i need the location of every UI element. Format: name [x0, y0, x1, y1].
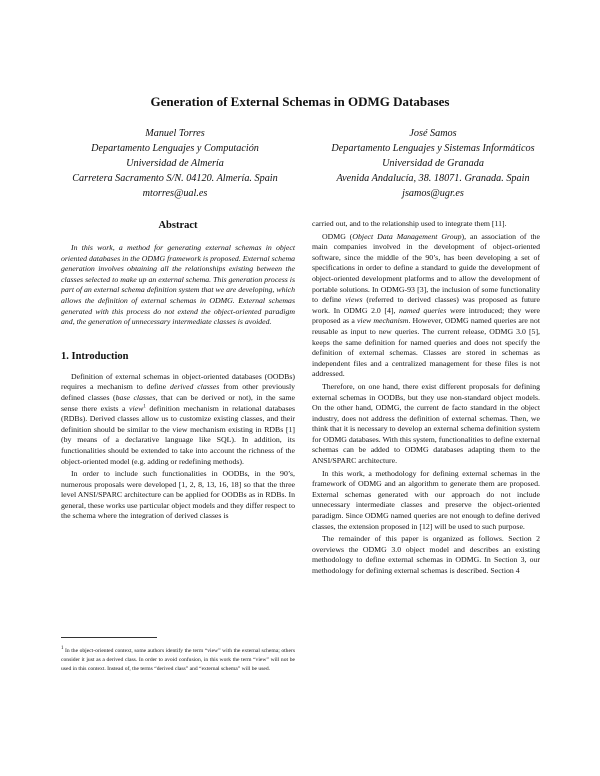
author-address: Carretera Sacramento S/N. 04120. Almería. Spain: [72, 173, 278, 184]
author-block-1: [50, 126, 300, 201]
author-department: Departamento Lenguajes y Computación: [91, 143, 259, 154]
footnote-ref: 1: [143, 403, 146, 409]
intro-paragraph-2-cont: carried out, and to the relationship used to integrate them [11].: [312, 219, 507, 228]
abstract-heading: Abstract: [158, 220, 198, 231]
paper-title: Generation of External Schemas in ODMG Databases: [150, 94, 450, 109]
author-name: José Samos: [409, 128, 457, 139]
author-university: Universidad de Granada: [382, 158, 484, 169]
introduction-heading: 1. Introduction: [61, 350, 129, 362]
intro-paragraph-5: In this work, a methodology for defining external schemas in the framework of ODMG and an algorithm to generate them are proposed. External schemas generated with our approach do not include unnecessary intermediate classes and preserve the object-oriented paradigm. Since ODMG named queries are not enough to define derived classes, the extension proposed in [12] will be used to such purpose.: [312, 468, 540, 531]
intro-paragraph-3: ODMG (Object Data Management Group), an association of the main companies involved in the development of object-oriented software, since the middle of the 90’s, has been developing a set of specifications in order to define a standard to guide the development of object-oriented development platforms and to allow the development of portable solutions. In ODMG-93 [3], the inclusion of some functionality to define views (referred to derived classes) was proposed as future work. In ODMG 2.0 [4], named queries were introduced; they were proposed as a view mechanism. However, ODMG named queries are not reusable as input to new queries. The current release, ODMG 3.0 [5], keeps the same definition for named queries and does not specify the definition of external schemas. Classes are stored in schemas as independent files and a centralized management for these files is not addressed.: [312, 231, 540, 379]
intro-paragraph-1: Definition of external schemas in object-oriented databases (OODBs) requires a mechanism to define derived classes from other previously defined classes (base classes, that can be derived or not), in the same sense there exists a view$^1$ definition mechanism in relational databases (RDBs). Derived classes allow us to customize existing classes, and their definition should be similar to the view mechanism existing in RDBs [1] (by means of a declarative language like SQL). In addition, its functionalities should be extended to take into account the richness of the object-oriented model (e.g. adding or redefining methods).: [61, 371, 296, 466]
author-university: Universidad de Almería: [126, 158, 224, 169]
author-name: Manuel Torres: [145, 128, 205, 139]
intro-paragraph-4: Therefore, on one hand, there exist different proposals for defining external schemas in OODBs, but they use non-standard object models. On the other hand, ODMG, the current de facto standard in the object industry, does not address the definition of external schemas. Then, we think that it is necessary to develop an external schema definition system for ODMG databases. With this system, functionalities to define external schemas can be added to ODMG databases adapting them to the ANSI/SPARC architecture.: [312, 381, 540, 466]
footnote-divider: [61, 637, 157, 638]
author-email: jsamos@ugr.es: [402, 188, 464, 199]
author-email: mtorres@ual.es: [142, 188, 208, 199]
author-block-2: [308, 126, 558, 201]
right-column: [312, 219, 540, 579]
left-column: [61, 220, 295, 524]
intro-paragraph-6: The remainder of this paper is organized as follows. Section 2 overviews the ODMG 3.0 object model and describes an existing methodology to define external schemas in ODMG. In Section 3, our methodology for defining external schemas is described. Section 4: [312, 534, 540, 575]
intro-paragraph-2: In order to include such functionalities in OODBs, in the 90’s, numerous proposals were developed [1, 2, 8, 13, 16, 18] so that the three level ANSI/SPARC architecture can be applied for OODBs as in RDBs. In general, these works use particular object models and they differ respect to the schema where the integration of derived classes is: [61, 469, 295, 521]
abstract-text: In this work, a method for generating external schemas in object oriented databases in the ODMG framework is proposed. External schema generation involves obtaining all the relationships existing between the classes selected to make up an external schema. This generation process is part of an external schema definition system that we are developing, which allows the definition of external schemas in ODMG. External schemas generated with this process do not extend the object-oriented paradigm and, the generation of unnecessary intermediate classes is avoided.: [61, 243, 295, 327]
author-address: Avenida Andalucía, 38. 18071. Granada. Spain: [336, 173, 530, 184]
author-department: Departamento Lenguajes y Sistemas Informáticos: [331, 143, 535, 154]
footnote: $^1$ In the object-oriented context, some authors identify the term “view” with the external schema; others consider it just as a derived class. In order to avoid confusion, in this work the term “view” will not be used in this context. Instead of, the terms “derived class” and “external schema” will be used.: [61, 646, 295, 673]
